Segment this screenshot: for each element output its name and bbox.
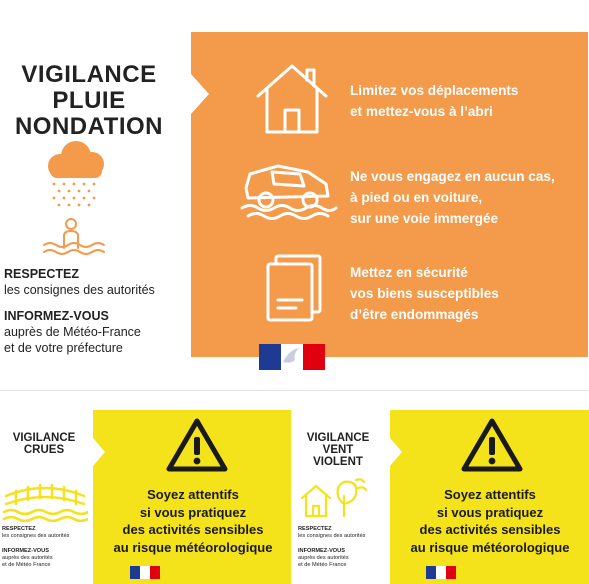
flooded-car-icon [238,158,338,220]
message-line: au risque météorologique [410,539,570,555]
title-line: VIGILANCE [12,432,76,444]
message-line: Soyez attentifs [147,487,239,502]
inform-line: et de votre préfecture [4,341,123,355]
republic-logo [130,566,160,579]
inform-heading: INFORMEZ-VOUS [4,309,109,323]
inform-line: et de Météo France [2,562,51,568]
republic-logo [426,566,456,579]
message-line: Soyez attentifs [444,487,536,502]
advice-3 [350,262,499,325]
message-line: au risque météorologique [113,539,273,555]
title-line: NONDATION [14,113,164,140]
section-divider [0,390,589,391]
advice-2 [350,166,555,229]
crues-inform [2,548,53,569]
panel-notch [191,74,209,114]
inform-line: auprès des autorités [2,555,53,561]
house-icon [252,58,332,138]
title-line: VENT [322,444,354,456]
respect-text: les consignes des autorités [298,533,366,539]
inform-line: auprès de Météo-France [4,325,141,339]
respect-heading: RESPECTEZ [298,526,332,532]
advice-line: Mettez en sécurité [350,265,468,280]
inform-line: et de Météo France [298,562,347,568]
inform-heading: INFORMEZ-VOUS [2,548,49,554]
title-line: VIGILANCE [306,432,370,444]
title-line: VIGILANCE [21,61,157,88]
panel-notch [93,438,105,466]
advice-line: à pied ou en voiture, [350,190,483,205]
vent-inform [298,548,349,569]
advice-line: d’être endommagés [350,307,479,322]
panel-notch [390,438,402,466]
republic-logo [259,344,325,370]
vent-title [294,432,382,468]
top-title [0,62,178,140]
marianne-icon [281,344,303,370]
advice-line: sur une voie immergée [350,211,499,226]
advice-line: Limitez vos déplacements [350,83,519,98]
documents-icon [262,252,326,324]
message-line: des activités sensibles [419,522,561,537]
warning-triangle-icon [460,417,524,475]
rain-cloud-person-icon [38,140,114,260]
vent-respect [298,526,365,540]
warning-triangle-icon [165,417,229,475]
vent-message [396,486,584,556]
respect-instructions [4,266,155,298]
respect-heading: RESPECTEZ [4,267,80,281]
inform-yourself [4,308,141,356]
advice-line: Ne vous engagez en aucun cas, [350,169,555,184]
title-line: CRUES [23,444,65,456]
message-line: si vous pratiquez [436,504,544,520]
inform-heading: INFORMEZ-VOUS [298,548,345,554]
respect-text: les consignes des autorités [4,283,155,297]
message-line: si vous pratiquez [139,504,247,520]
respect-text: les consignes des autorités [2,533,70,539]
crues-message [100,486,286,556]
bridge-icon [2,478,88,522]
inform-line: auprès des autorités [298,555,349,561]
message-line: des activités sensibles [122,522,264,537]
crues-respect [2,526,69,540]
respect-heading: RESPECTEZ [2,526,36,532]
advice-line: et mettez-vous à l’abri [350,104,493,119]
crues-title [0,432,88,456]
advice-line: vos biens susceptibles [350,286,499,301]
house-tree-wind-icon [298,474,368,522]
title-line: VIOLENT [313,456,363,468]
advice-1 [350,80,518,122]
title-line: PLUIE [52,87,126,114]
